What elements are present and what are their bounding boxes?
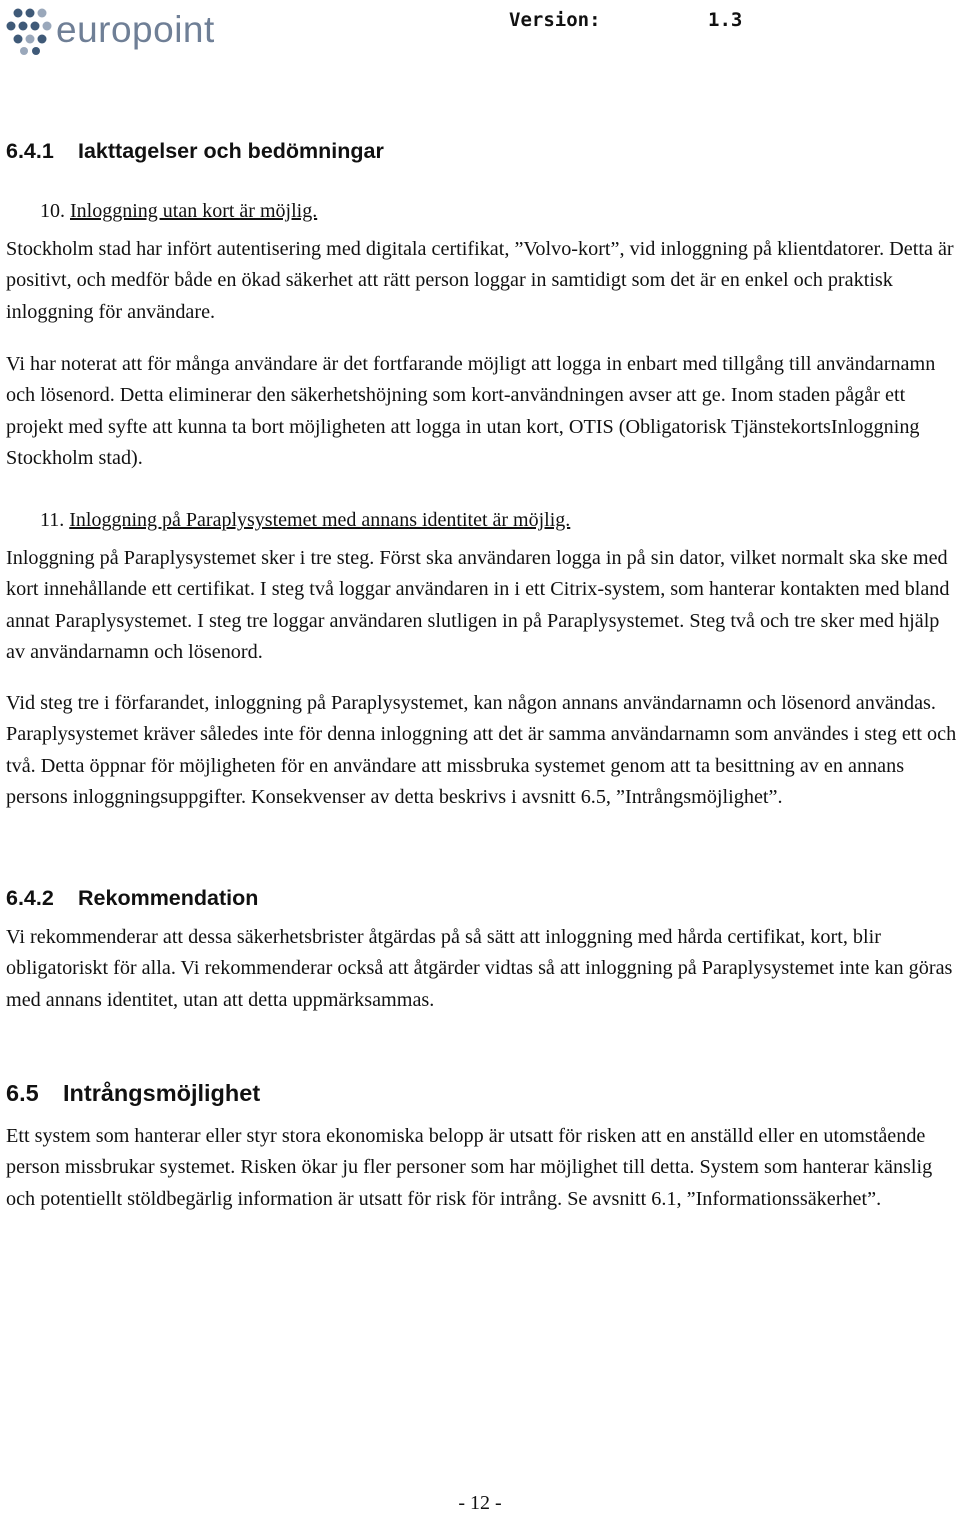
logo-dots-icon — [6, 6, 54, 56]
version-label: Version: — [509, 9, 601, 31]
paragraph-volvo-kort: Stockholm stad har infört autentisering med digitala certifikat, ”Volvo-kort”, vid inloggning på klientdatorer. Detta är positivt, och medför både en ökad säkerhet att rätt person loggar in samtidigt som det är en enkel och praktisk inloggning för användare. — [6, 238, 954, 323]
finding-item-11 — [40, 507, 570, 533]
paragraph-intrusion: Ett system som hanterar eller styr stora ekonomiska belopp är utsatt för risken att en anställd eller en utomstående person missbrukar systemet. Risken ökar ju fler personer som har möjlighet till detta. System som hanterar känslig och potentiellt stöldbegärlig information är utsatt för risk för intrång. Se avsnitt 6.1, ”Informationssäkerhet”. — [6, 1125, 933, 1210]
heading-6-4-1 — [6, 138, 384, 164]
heading-number: 6.5 — [6, 1080, 39, 1106]
heading-6-4-2 — [6, 885, 258, 911]
paragraph-recommendation: Vi rekommenderar att dessa säkerhetsbrister åtgärdas på så sätt att inloggning med hårda certifikat, kort, blir obligatoriskt för alla. Vi rekommenderar också att åtgärder vidtas så att inloggning på Paraplysystemet inte kan göras med annans identitet, utan att detta uppmärksammas. — [6, 926, 953, 1011]
finding-number: 10. — [40, 200, 65, 222]
finding-item-10 — [40, 198, 317, 224]
finding-number: 11. — [40, 509, 65, 531]
heading-6-5 — [6, 1079, 260, 1107]
heading-number: 6.4.2 — [6, 886, 54, 910]
heading-title: Intrångsmöjlighet — [63, 1080, 261, 1106]
paragraph-three-steps: Inloggning på Paraplysystemet sker i tre steg. Först ska användaren logga in på sin dator, vilket normalt ska ske med kort innehållande ett certifikat. I steg två loggar användaren in i ett Citrix-system, som hanterar kontakten med bland annat Paraplysystemet. I steg tre loggar användaren slutligen in på Paraplysystemet. Steg två och tre sker med hjälp av användarnamn och lösenord. — [6, 547, 950, 664]
europoint-logo — [6, 6, 236, 56]
page-number: - 12 - — [458, 1492, 502, 1514]
finding-title: Inloggning utan kort är möjlig. — [70, 200, 318, 222]
heading-number: 6.4.1 — [6, 139, 54, 163]
logo-text: europoint — [56, 9, 215, 50]
heading-title: Rekommendation — [78, 886, 259, 910]
paragraph-otis: Vi har noterat att för många användare är det fortfarande möjligt att logga in enbart med tillgång till användarnamn och lösenord. Detta eliminerar den säkerhetshöjning som kort-användningen avser att ge. Inom staden pågår ett projekt med syfte att kunna ta bort möjligheten att logga in utan kort, OTIS (Obligatorisk TjänstekortsInloggning Stockholm stad). — [6, 353, 936, 470]
paragraph-step-three: Vid steg tre i förfarandet, inloggning på Paraplysystemet, kan någon annans användarnamn och lösenord användas. Paraplysystemet kräver således inte för denna inloggning att det är samma användarnamn som användes i steg ett och två. Detta öppnar för möjligheten för en användare att missbruka systemet genom att ta besittning av en annans persons inloggningsuppgifter. Konsekvenser av detta beskrivs i avsnitt 6.5, ”Intrångsmöjlighet”. — [6, 692, 957, 809]
finding-title: Inloggning på Paraplysystemet med annans identitet är möjlig. — [69, 509, 571, 531]
page-header — [0, 0, 960, 60]
version-value: 1.3 — [708, 9, 743, 31]
heading-title: Iakttagelser och bedömningar — [78, 139, 384, 163]
